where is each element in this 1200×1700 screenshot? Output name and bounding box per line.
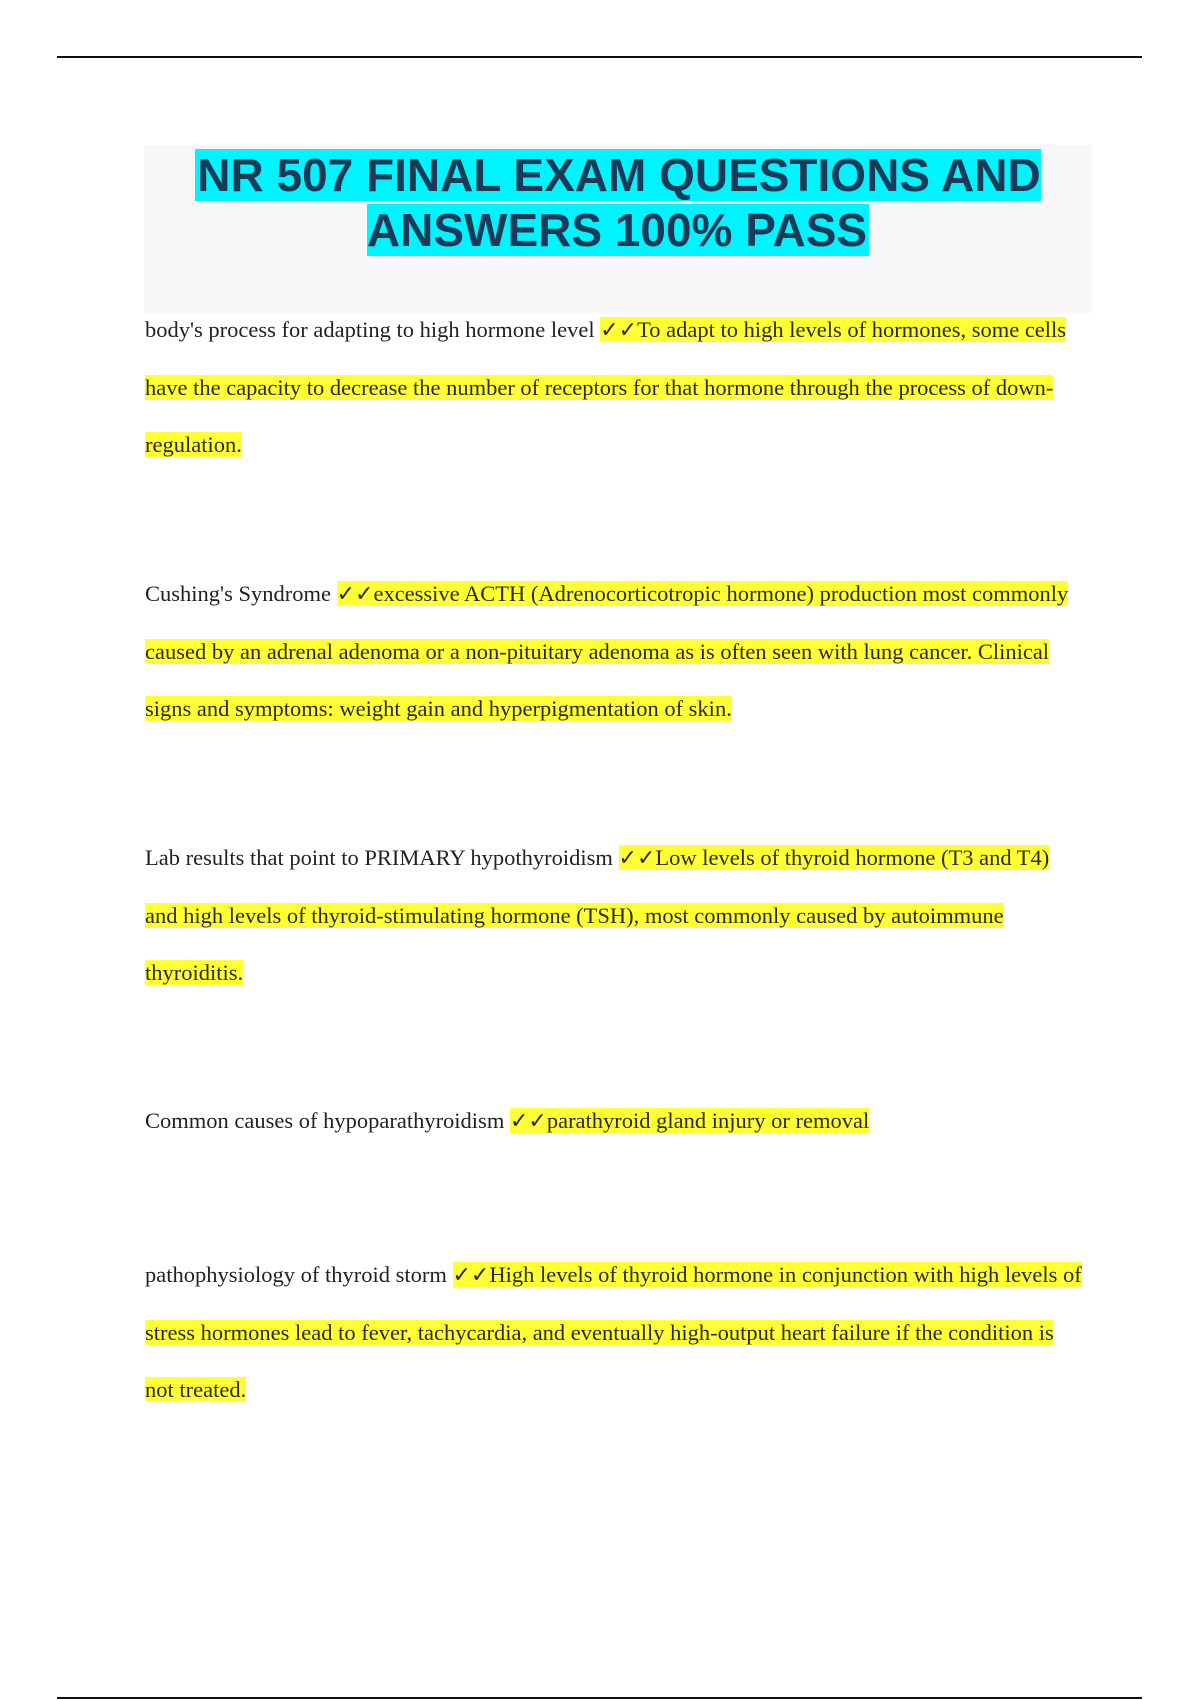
answer-text: High levels of thyroid hormone in conjunction with high levels of stress hormones lead to fever, tachycardia, and eventually high-output heart failure if the condition is not treated. — [145, 1262, 1082, 1402]
qa-item — [145, 1246, 1085, 1418]
header-rule — [57, 56, 1142, 58]
answer-text: excessive ACTH (Adrenocorticotropic hormone) production most commonly caused by an adrenal adenoma or a non-pituitary adenoma as is often seen with lung cancer. Clinical signs and symptoms: weight gain and hyperpigmentation of skin. — [145, 581, 1069, 721]
question-text: Cushing's Syndrome — [145, 581, 331, 606]
answer-text: To adapt to high levels of hormones, some cells have the capacity to decrease the number of receptors for that hormone through the process of down-regulation. — [145, 317, 1067, 457]
qa-item — [145, 565, 1085, 737]
qa-item — [145, 301, 1085, 473]
question-text: pathophysiology of thyroid storm — [145, 1262, 447, 1287]
double-check-icon: ✓✓ — [452, 1263, 490, 1288]
answer-text: Low levels of thyroid hormone (T3 and T4) and high levels of thyroid-stimulating hormone (TSH), most commonly caused by autoimmune thyroiditis. — [145, 845, 1050, 985]
question-text: Lab results that point to PRIMARY hypothyroidism — [145, 845, 613, 870]
answer-highlight — [510, 1108, 869, 1133]
document-title — [144, 148, 1092, 258]
double-check-icon: ✓✓ — [600, 318, 638, 343]
double-check-icon: ✓✓ — [336, 582, 374, 607]
double-check-icon: ✓✓ — [509, 1109, 547, 1134]
question-text: body's process for adapting to high hormone level — [145, 317, 595, 342]
footer-rule — [57, 1697, 1142, 1699]
qa-item — [145, 829, 1085, 1001]
document-title-text: NR 507 FINAL EXAM QUESTIONS AND ANSWERS 100% PASS — [197, 149, 1041, 256]
question-text: Common causes of hypoparathyroidism — [145, 1108, 505, 1133]
answer-text: parathyroid gland injury or removal — [546, 1108, 870, 1133]
qa-item — [145, 1092, 1085, 1150]
double-check-icon: ✓✓ — [618, 846, 656, 871]
